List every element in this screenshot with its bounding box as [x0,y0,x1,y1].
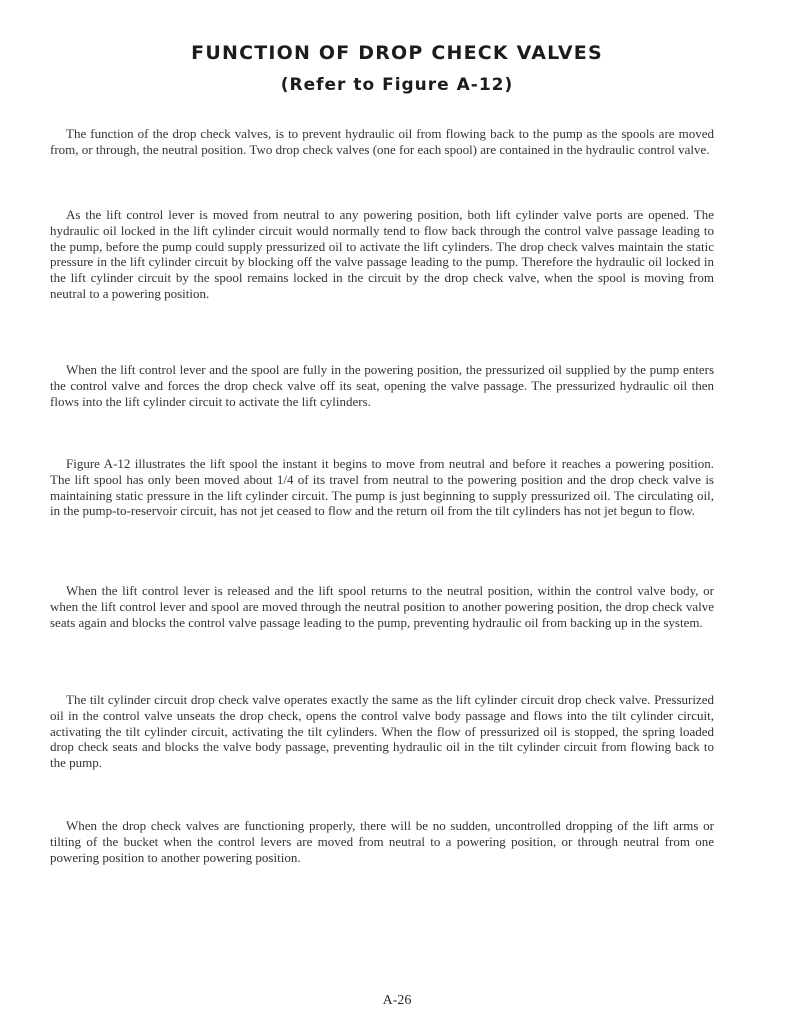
page-title: FUNCTION OF DROP CHECK VALVES [191,42,603,64]
paragraph-4 [50,456,714,519]
paragraph-2 [50,207,714,302]
paragraph-5-text: When the lift control lever is released and the lift spool returns to the neutral position, within the control valve body, or when the lift control lever and spool are moved through the neutral position to another powering position, the drop check valve seats again and blocks the control valve passage leading to the pump, preventing hydraulic oil from backing up in the system. [50,583,714,630]
paragraph-2-text: As the lift control lever is moved from neutral to any powering position, both lift cylinder valve ports are opened. The hydraulic oil locked in the lift cylinder circuit would normally tend to flow back through the control valve passage leading to the pump, before the pump could supply pressurized oil to activate the lift cylinders. The drop check valves maintain the static pressure in the lift cylinder circuit by blocking off the valve passage leading to the pump. Therefore the hydraulic oil locked in the lift cylinder circuit by the spool remains locked in the circuit by the drop check valve, when the spool is moving from neutral to a powering position. [50,207,714,301]
paragraph-3 [50,362,714,409]
paragraph-5 [50,583,714,630]
paragraph-4-text: Figure A-12 illustrates the lift spool the instant it begins to move from neutral and before it reaches a powering position. The lift spool has only been moved about 1/4 of its travel from neutral to the powering position and the drop check valve is maintaining static pressure in the lift cylinder circuit. The pump is just beginning to supply pressurized oil. The circulating oil, in the pump-to-reservoir circuit, has not jet ceased to flow and the return oil from the tilt cylinders has not jet begun to flow. [50,456,714,519]
paragraph-7-text: When the drop check valves are functioning properly, there will be no sudden, uncontrolled dropping of the lift arms or tilting of the bucket when the control levers are moved from neutral to a powering position, or through neutral from one powering position to another powering position. [50,818,714,865]
page-number: A-26 [382,993,412,1008]
paragraph-1 [50,126,714,158]
paragraph-1-text: The function of the drop check valves, is to prevent hydraulic oil from flowing back to the pump as the spools are moved from, or through, the neutral position. Two drop check valves (one for each spool) are contained in the hydraulic control valve. [50,126,714,157]
paragraph-7 [50,818,714,865]
page-subtitle: (Refer to Figure A-12) [280,75,514,95]
paragraph-3-text: When the lift control lever and the spool are fully in the powering position, the pressurized oil supplied by the pump enters the control valve and forces the drop check valve off its seat, opening the valve passage. The pressurized hydraulic oil then flows into the lift cylinder circuit to activate the lift cylinders. [50,362,714,409]
paragraph-6-text: The tilt cylinder circuit drop check valve operates exactly the same as the lift cylinder circuit drop check valve. Pressurized oil in the control valve unseats the drop check, opens the control valve body passage and flows into the tilt cylinder circuit, activating the tilt cylinder circuit, activating the tilt cylinders. When the flow of pressurized oil is stopped, the spring loaded drop check seats and blocks the valve body passage, preventing hydraulic oil in the tilt cylinder circuit from flowing back to the pump. [50,692,714,771]
paragraph-6 [50,692,714,771]
